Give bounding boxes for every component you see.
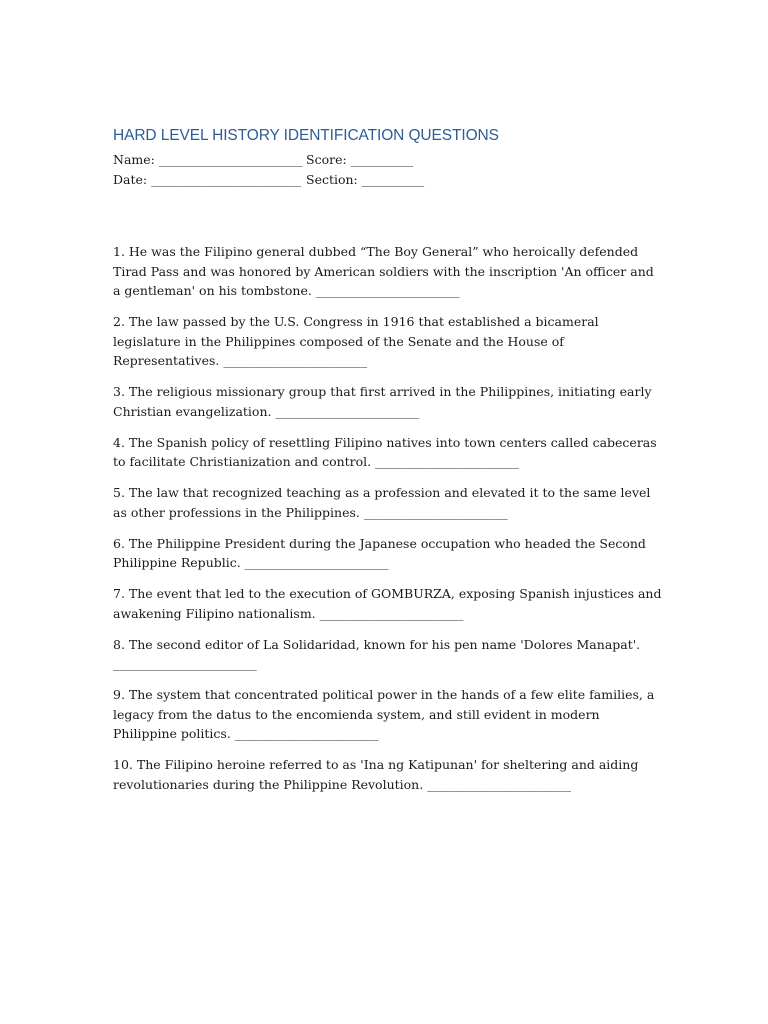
section-field: Section: __________: [306, 172, 425, 187]
answer-blank: _______________________: [275, 403, 420, 419]
question-text: 1. He was the Filipino general dubbed “The Boy General” who heroically defended Tirad Pass and was honored by American soldiers with the inscription 'An officer and a gentleman' on his tombstone.: [113, 244, 654, 298]
worksheet: [113, 126, 663, 806]
answer-blank: _______________________: [223, 353, 368, 368]
answer-blank: _______________________: [315, 283, 460, 298]
question-item: [113, 584, 663, 623]
score-field: Score: __________: [306, 152, 414, 167]
question-text: 7. The event that led to the execution of GOMBURZA, exposing Spanish injustices and awakening Filipino nationalism.: [113, 586, 662, 621]
answer-blank: _______________________: [375, 454, 519, 469]
question-item: [113, 433, 663, 472]
name-score-row: [113, 150, 663, 170]
question-item: [113, 685, 663, 744]
date-field: Date: ________________________: [113, 172, 302, 187]
question-item: [113, 242, 663, 301]
question-item: [113, 312, 663, 371]
name-field: Name: _______________________: [113, 152, 303, 167]
question-text: 2. The law passed by the U.S. Congress in 1916 that established a bicameral legislature in the Philippines composed of the Senate and the House of Representatives.: [113, 314, 599, 368]
answer-blank: _______________________: [113, 656, 257, 671]
answer-blank: _______________________: [319, 605, 464, 621]
question-item: [113, 483, 663, 522]
question-text: 8. The second editor of La Solidaridad, known for his pen name 'Dolores Manapat'.: [113, 636, 641, 652]
worksheet-title: HARD LEVEL HISTORY IDENTIFICATION QUESTIONS: [113, 127, 499, 144]
question-item: [113, 382, 663, 421]
answer-blank: _______________________: [427, 776, 571, 792]
answer-blank: _______________________: [244, 555, 389, 570]
question-text: 4. The Spanish policy of resettling Filipino natives into town centers called cabeceras to facilitate Christianization and control.: [113, 434, 657, 469]
date-section-row: [113, 170, 663, 190]
question-text: 10. The Filipino heroine referred to as 'Ina ng Katipunan' for sheltering and aiding revolutionaries during the Philippine Revolution.: [113, 757, 639, 792]
question-text: 6. The Philippine President during the Japanese occupation who headed the Second Philippine Republic.: [113, 535, 646, 570]
answer-blank: _______________________: [363, 504, 508, 520]
question-text: 9. The system that concentrated political power in the hands of a few elite families, a legacy from the datus to the encomienda system, and still evident in modern Philippine politics.: [113, 687, 655, 741]
question-item: [113, 635, 663, 674]
answer-blank: _______________________: [234, 726, 379, 741]
question-item: [113, 534, 663, 573]
question-list: [113, 242, 663, 794]
question-text: 3. The religious missionary group that first arrived in the Philippines, initiating early Christian evangelization.: [113, 384, 652, 419]
question-text: 5. The law that recognized teaching as a profession and elevated it to the same level as other professions in the Philippines.: [113, 485, 651, 520]
question-item: [113, 755, 663, 794]
